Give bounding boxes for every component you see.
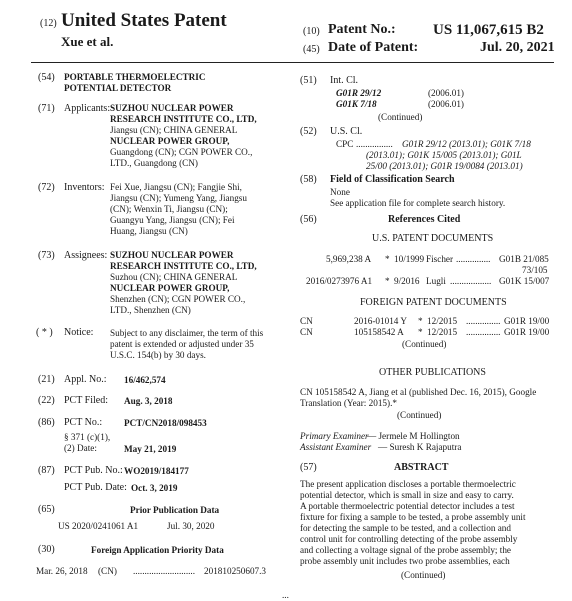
applicant-line: NUCLEAR POWER GROUP, [110, 136, 230, 146]
field-number: (30) [38, 544, 55, 555]
field-label: Inventors: [64, 182, 105, 193]
field-label: References Cited [388, 214, 461, 225]
field-label: U.S. Cl. [330, 126, 363, 137]
field-label: Applicants: [64, 103, 111, 114]
reference-date: 12/2015 [427, 316, 458, 326]
continued-note: (Continued) [402, 339, 447, 349]
field-number: (54) [38, 72, 55, 83]
field-number: (56) [300, 214, 317, 225]
cpc-line: (2013.01); G01K 15/005 (2013.01); G01L [366, 150, 522, 160]
assignee-line: Suzhou (CN); CHINA GENERAL [110, 272, 238, 282]
field-number: (22) [38, 395, 55, 406]
section-heading: U.S. PATENT DOCUMENTS [372, 233, 494, 244]
abstract-line: probe assembly unit includes two probe assemblies, each [300, 556, 510, 566]
priority-application-number: 201810250607.3 [204, 566, 267, 576]
cpc-line: 25/00 (2013.01); G01R 19/0084 (2013.01) [366, 161, 523, 171]
notice-line: Subject to any disclaimer, the term of this [110, 328, 264, 338]
primary-examiner: — Jermele M Hollington [367, 431, 460, 441]
abstract-line: and collecting a voltage signal of the probe assembly; the [300, 545, 511, 555]
inventor-line: Guangyu Yang, Jiangsu (CN); Fei [110, 215, 235, 225]
reference-star: * [418, 327, 423, 337]
assignee-line: LTD., Shenzhen (CN) [110, 305, 191, 315]
prior-publication-number: US 2020/0241061 A1 [58, 521, 139, 531]
reference-class: G01B 21/085 [499, 254, 549, 264]
publication-line: CN 105158542 A, Jiang et al (published Dec. 16, 2015), Google [300, 387, 537, 397]
dot-leader: ............... [466, 316, 501, 326]
reference-date: 9/2016 [394, 276, 420, 286]
search-field-line: None [330, 187, 350, 197]
cpc-label: CPC [336, 139, 354, 149]
pct-filed-date: Aug. 3, 2018 [124, 396, 173, 406]
invention-title-line: PORTABLE THERMOELECTRIC [64, 72, 206, 82]
abstract-line: potential detector, which is small in size and easy to carry. [300, 490, 514, 500]
field-label: Field of Classification Search [330, 174, 455, 185]
publication-line: Translation (Year: 2015).* [300, 398, 397, 408]
reference-class: 73/105 [522, 265, 548, 275]
assistant-examiner: — Suresh K Rajaputra [378, 442, 462, 452]
field-label: Notice: [64, 327, 94, 338]
section-371-date: May 21, 2019 [124, 444, 177, 454]
applicant-line: RESEARCH INSTITUTE CO., LTD, [110, 114, 257, 124]
field-number: (71) [38, 103, 55, 114]
reference-number: 5,969,238 A [326, 254, 372, 264]
assistant-examiner-label: Assistant Examiner [300, 442, 372, 452]
continued-note: (Continued) [401, 570, 446, 580]
field-label: PCT Filed: [64, 395, 108, 406]
prior-publication-date: Jul. 30, 2020 [167, 521, 215, 531]
reference-number: 2016/0273976 A1 [306, 276, 373, 286]
priority-date: Mar. 26, 2018 [36, 566, 88, 576]
inventor-line: Xue et al. [61, 34, 114, 49]
notice-line: U.S.C. 154(b) by 30 days. [110, 350, 206, 360]
field-number: (86) [38, 417, 55, 428]
dot-leader: ............... [456, 254, 491, 264]
field-number: (58) [300, 174, 317, 185]
section-371-date-label: (2) Date: [64, 443, 97, 453]
dot-leader: ................ [356, 139, 393, 149]
assignee-line: Shenzhen (CN); CGN POWER CO., [110, 294, 246, 304]
patent-number: US 11,067,615 B2 [433, 22, 544, 38]
priority-country: (CN) [98, 566, 117, 576]
field-number: (21) [38, 374, 55, 385]
field-number: (73) [38, 250, 55, 261]
field-number: (87) [38, 465, 55, 476]
field-number: (57) [300, 462, 317, 473]
pct-pub-date: Oct. 3, 2019 [131, 483, 178, 493]
reference-name: Lugli [426, 276, 446, 286]
field-label: Assignees: [64, 250, 108, 261]
reference-star: * [385, 254, 390, 264]
dot-leader: ........................... [133, 566, 196, 576]
patent-no-label: Patent No.: [328, 22, 396, 37]
field-label: Int. Cl. [330, 75, 359, 86]
int-cl-code: G01R 29/12 [336, 88, 382, 98]
reference-class: G01R 19/00 [504, 316, 550, 326]
field-number: (51) [300, 75, 317, 86]
abstract-line: The present application discloses a portable thermoelectric [300, 479, 516, 489]
field-label: PCT No.: [64, 417, 103, 428]
abstract-line: control unit for controlling detecting of the probe assembly [300, 534, 518, 544]
abstract-line: for detecting the sample to be tested, and a collection and [300, 523, 511, 533]
abstract-line: A portable thermoelectric potential detector includes a test [300, 501, 515, 511]
continued-note: (Continued) [378, 112, 423, 122]
application-number: 16/462,574 [124, 375, 166, 385]
invention-title-line: POTENTIAL DETECTOR [64, 83, 172, 93]
header-rule [31, 62, 554, 63]
dot-leader: .................. [450, 276, 492, 286]
int-cl-version: (2006.01) [428, 88, 464, 98]
date-of-patent-label: Date of Patent: [328, 40, 419, 55]
assignee-line: NUCLEAR POWER GROUP, [110, 283, 230, 293]
code-10: (10) [303, 26, 320, 37]
field-number: ( * ) [36, 327, 53, 338]
field-number: (72) [38, 182, 55, 193]
document-title: United States Patent [61, 10, 227, 31]
code-12: (12) [40, 18, 57, 29]
int-cl-code: G01K 7/18 [336, 99, 377, 109]
primary-examiner-label: Primary Examiner [300, 431, 369, 441]
code-45: (45) [303, 44, 320, 55]
field-label: PCT Pub. Date: [64, 482, 127, 493]
applicant-line: Guangdong (CN); CGN POWER CO., [110, 147, 253, 157]
reference-class: G01K 15/007 [499, 276, 550, 286]
section-heading: FOREIGN PATENT DOCUMENTS [360, 297, 507, 308]
pct-number: PCT/CN2018/098453 [124, 418, 207, 428]
pct-pub-number: WO2019/184177 [124, 466, 189, 476]
notice-line: patent is extended or adjusted under 35 [110, 339, 254, 349]
section-heading: Foreign Application Priority Data [91, 545, 224, 555]
applicant-line: SUZHOU NUCLEAR POWER [110, 103, 234, 113]
reference-country: CN [300, 327, 313, 337]
assignee-line: SUZHOU NUCLEAR POWER [110, 250, 234, 260]
search-field-line: See application file for complete search history. [330, 198, 506, 208]
date-of-patent: Jul. 20, 2021 [480, 40, 555, 55]
applicant-line: Jiangsu (CN); CHINA GENERAL [110, 125, 238, 135]
applicant-line: LTD., Guangdong (CN) [110, 158, 198, 168]
section-heading: OTHER PUBLICATIONS [379, 367, 486, 378]
section-heading: Prior Publication Data [130, 505, 220, 515]
field-label: PCT Pub. No.: [64, 465, 123, 476]
abstract-heading: ABSTRACT [394, 462, 449, 473]
inventor-line: Jiangsu (CN); Yumeng Yang, Jiangsu [110, 193, 247, 203]
section-371-label: § 371 (c)(1), [64, 432, 111, 442]
reference-class: G01R 19/00 [504, 327, 550, 337]
inventor-line: Huang, Jiangsu (CN) [110, 226, 188, 236]
reference-country: CN [300, 316, 313, 326]
abstract-line: fixture for fixing a sample to be tested, a probe assembly unit [300, 512, 526, 522]
reference-star: * [418, 316, 423, 326]
inventor-line: (CN); Wenxin Ti, Jiangsu (CN); [110, 204, 228, 214]
continued-note: (Continued) [397, 410, 442, 420]
cpc-line: G01R 29/12 (2013.01); G01K 7/18 [402, 139, 531, 149]
reference-star: * [385, 276, 390, 286]
footer-mark: ... [282, 590, 289, 600]
int-cl-version: (2006.01) [428, 99, 464, 109]
reference-name: Fischer [426, 254, 454, 264]
inventor-line: Fei Xue, Jiangsu (CN); Fangjie Shi, [110, 182, 242, 192]
reference-date: 12/2015 [427, 327, 458, 337]
field-number: (52) [300, 126, 317, 137]
field-label: Appl. No.: [64, 374, 107, 385]
reference-number: 2016-01014 Y [354, 316, 407, 326]
reference-number: 105158542 A [354, 327, 404, 337]
field-number: (65) [38, 504, 55, 515]
reference-date: 10/1999 [394, 254, 425, 264]
dot-leader: ............... [466, 327, 501, 337]
assignee-line: RESEARCH INSTITUTE CO., LTD, [110, 261, 257, 271]
